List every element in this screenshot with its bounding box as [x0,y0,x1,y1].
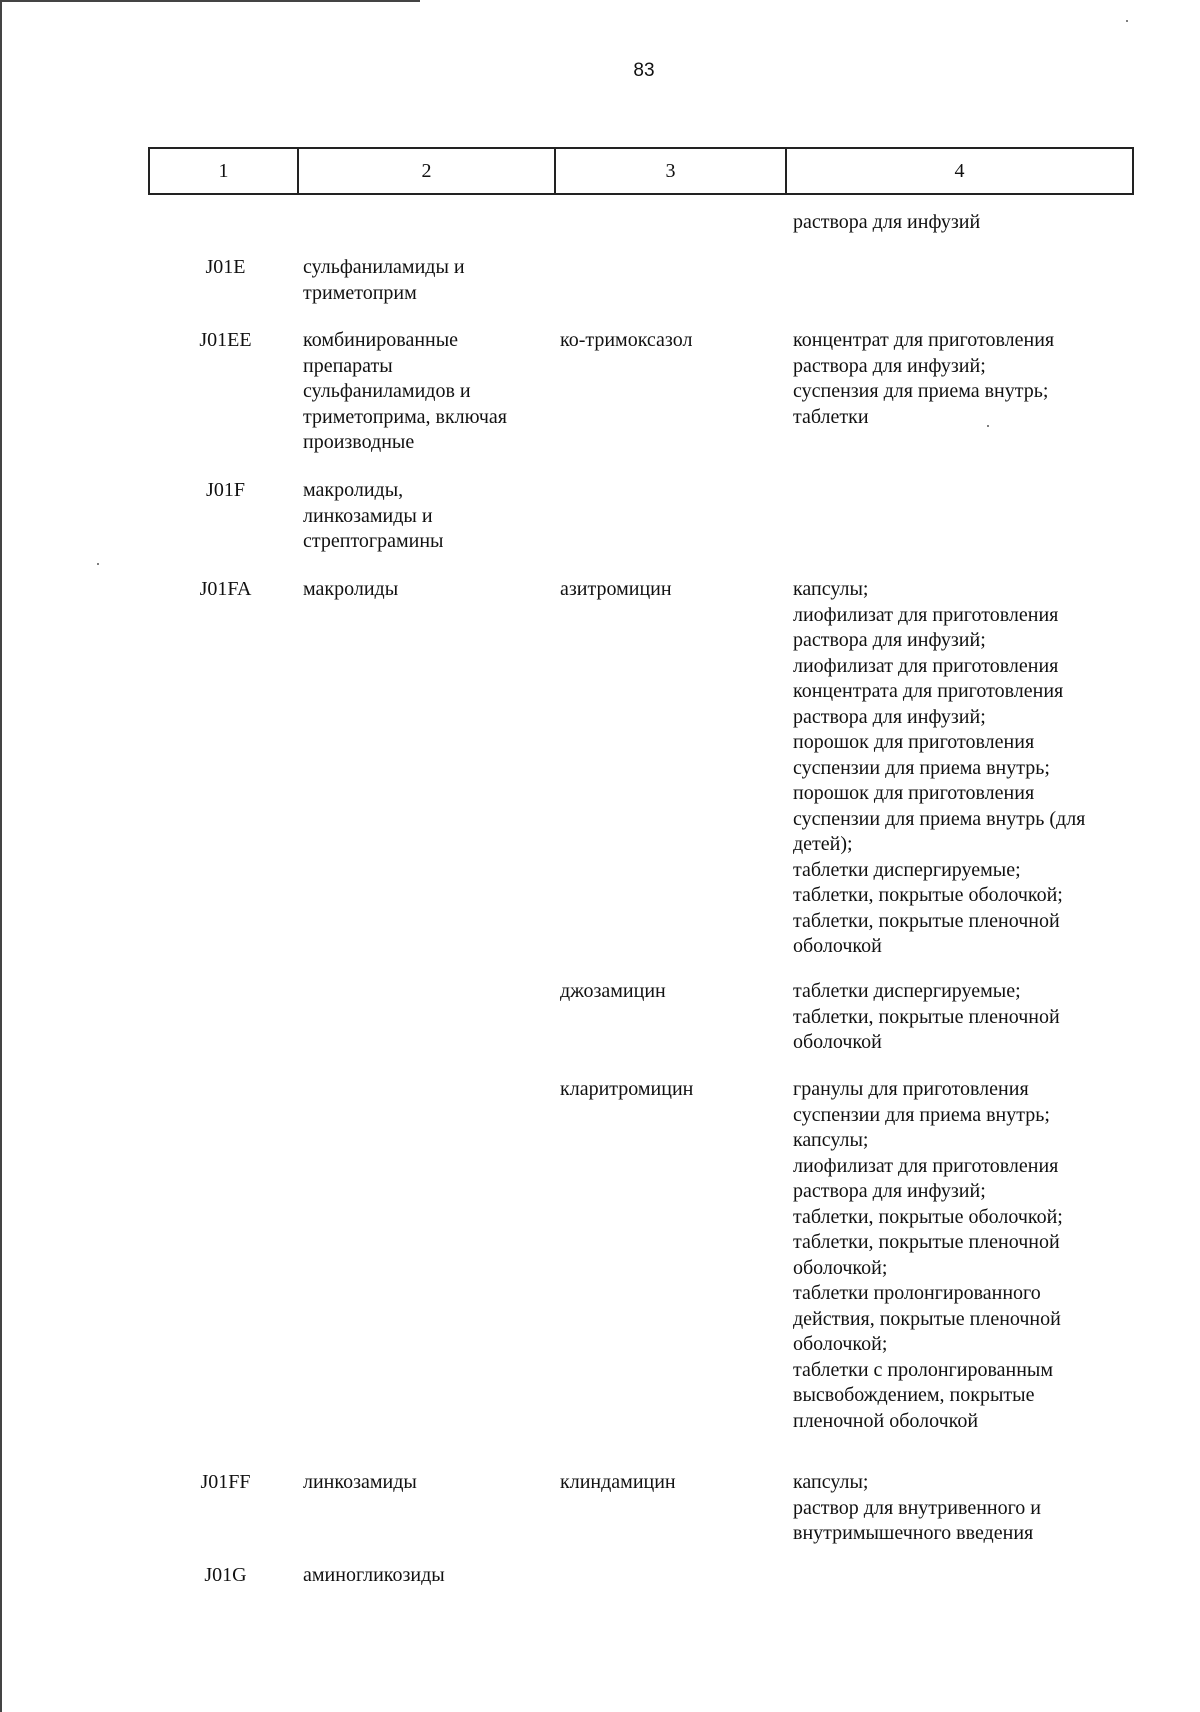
group-name-cell [295,1563,552,1589]
dosage-forms-cell [783,577,1134,960]
atc-code: J01FF [200,1471,251,1493]
table-row [148,1563,1134,1589]
scan-edge-left [0,0,2,1712]
header-cell-2: 2 [297,149,554,193]
drug-name: клиндамицин [560,1471,676,1493]
header-cell-1: 1 [218,159,229,182]
atc-code-cell [148,255,295,306]
drug-name-cell [552,1563,783,1589]
drug-name-cell [552,577,783,960]
scan-speck [97,563,99,565]
table-row [148,255,1134,306]
group-name-line: линкозамиды [303,1471,417,1493]
dosage-form-line: действия, покрытые пленочной [793,1307,1061,1330]
group-name-line: макролиды [303,578,399,600]
dosage-form-line: таблетки, покрытые оболочкой; [793,884,1063,906]
atc-code: J01F [206,479,245,501]
table-row [148,1077,1134,1434]
dosage-form-line: капсулы; [793,1129,869,1151]
dosage-form-line: таблетки диспергируемые; [793,858,1021,881]
atc-code: J01EE [199,329,252,351]
atc-code-cell [148,1563,295,1589]
dosage-form-line: порошок для приготовления [793,731,1035,753]
group-name-line: сульфаниламидов и [303,380,471,402]
dosage-form-line: капсулы; [793,1471,869,1493]
group-name-line: сульфаниламиды и [303,256,465,278]
dosage-form-line: раствора для инфузий; [793,705,986,728]
dosage-forms-cell [783,1077,1134,1434]
drug-name: ко-тримоксазол [560,329,693,351]
dosage-form-line: таблетки [793,405,869,428]
header-cell-4: 4 [785,149,1132,193]
drug-name-cell [552,210,783,236]
drug-name-cell [552,255,783,306]
dosage-form-line: таблетки пролонгированного [793,1282,1041,1304]
group-name-cell [295,1470,552,1547]
drug-name-cell [552,1470,783,1547]
dosage-form-line: раствора для инфузий; [793,1180,986,1202]
atc-code: J01G [204,1564,247,1586]
atc-code: J01E [205,256,246,278]
dosage-form-line: пленочной оболочкой [793,1409,979,1432]
group-name-line: комбинированные [303,329,459,351]
dosage-form-line: таблетки с пролонгированным [793,1358,1054,1381]
atc-code-cell [148,979,295,1056]
dosage-form-line: оболочкой [793,1031,882,1053]
drug-name: джозамицин [560,980,666,1002]
dosage-forms-cell [783,1563,1134,1589]
dosage-form-line: высвобождением, покрытые [793,1384,1035,1406]
dosage-forms-cell [783,979,1134,1056]
dosage-form-line: суспензия для приема внутрь; [793,380,1049,402]
scan-edge-top [0,0,420,2]
group-name-line: макролиды, [303,479,404,501]
dosage-form-line: гранулы для приготовления [793,1078,1029,1100]
drug-name-cell [552,478,783,555]
table-row [148,577,1134,960]
dosage-form-line: лиофилизат для приготовления [793,603,1059,626]
dosage-form-line: раствора для инфузий [793,211,981,233]
dosage-forms-cell [783,328,1134,456]
dosage-form-line: порошок для приготовления [793,782,1035,804]
page-number: 83 [633,60,655,81]
group-name-cell [295,328,552,456]
dosage-form-line: суспензии для приема внутрь; [793,756,1050,779]
atc-code-cell [148,577,295,960]
group-name-line: линкозамиды и [303,504,433,527]
header-cell-3: 3 [554,149,785,193]
scan-speck [1126,20,1128,22]
table-row [148,478,1134,555]
group-name-line: стрептограмины [303,530,444,552]
dosage-form-line: концентрат для приготовления [793,329,1055,351]
atc-code: J01FA [199,578,252,600]
group-name-cell [295,210,552,236]
atc-code-cell [148,210,295,236]
table-row [148,328,1134,456]
dosage-form-line: лиофилизат для приготовления [793,654,1059,677]
dosage-forms-cell [783,478,1134,555]
dosage-form-line: таблетки, покрытые пленочной [793,1231,1060,1253]
dosage-form-line: раствор для внутривенного и [793,1496,1042,1519]
atc-code-cell [148,478,295,555]
dosage-forms-cell [783,210,1134,236]
dosage-form-line: раствора для инфузий; [793,629,986,651]
drug-name-cell [552,979,783,1056]
dosage-form-line: таблетки, покрытые пленочной [793,909,1060,932]
dosage-form-line: суспензии для приема внутрь; [793,1103,1050,1126]
dosage-form-line: суспензии для приема внутрь (для [793,807,1086,830]
drug-name: кларитромицин [560,1078,694,1100]
group-name-cell [295,1077,552,1434]
table-row [148,1470,1134,1547]
dosage-form-line: оболочкой; [793,1256,888,1279]
group-name-line: триметоприм [303,281,417,304]
dosage-form-line: внутримышечного введения [793,1522,1034,1544]
dosage-forms-cell [783,255,1134,306]
atc-code-cell [148,328,295,456]
drug-name: азитромицин [560,578,672,600]
group-name-line: препараты [303,354,393,377]
group-name-line: производные [303,431,415,453]
dosage-form-line: концентрата для приготовления [793,680,1064,702]
drug-name-cell [552,1077,783,1434]
group-name-cell [295,255,552,306]
atc-code-cell [148,1470,295,1547]
dosage-form-line: оболочкой [793,935,882,957]
table-row [148,979,1134,1056]
table-row [148,210,1134,236]
group-name-line: аминогликозиды [303,1564,445,1586]
dosage-form-line: таблетки, покрытые оболочкой; [793,1205,1063,1228]
dosage-form-line: раствора для инфузий; [793,354,986,377]
dosage-form-line: таблетки, покрытые пленочной [793,1005,1060,1028]
dosage-forms-cell [783,1470,1134,1547]
atc-code-cell [148,1077,295,1434]
group-name-cell [295,577,552,960]
dosage-form-line: лиофилизат для приготовления [793,1154,1059,1177]
group-name-cell [295,478,552,555]
drug-name-cell [552,328,783,456]
group-name-line: триметоприма, включая [303,405,507,428]
dosage-form-line: капсулы; [793,578,869,600]
dosage-form-line: таблетки диспергируемые; [793,980,1021,1002]
table-header [148,147,1134,195]
dosage-form-line: оболочкой; [793,1333,888,1355]
group-name-cell [295,979,552,1056]
dosage-form-line: детей); [793,833,853,855]
